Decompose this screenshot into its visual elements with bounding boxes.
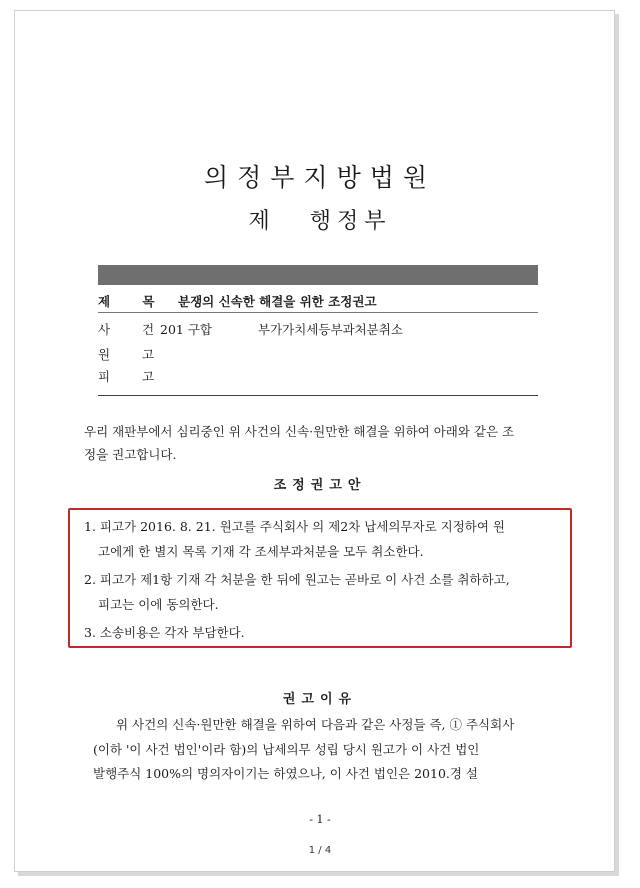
proposal-title: 조정권고안	[273, 478, 367, 493]
division-name	[0, 204, 640, 235]
reasons-line-1: 위 사건의 신속·원만한 해결을 위하여 다음과 같은 사정들 즉, ① 주식회사	[116, 717, 515, 732]
reasons-line-3: 발행주식 100%의 명의자이기는 하였으나, 이 사건 법인은 2010.경 설	[93, 766, 479, 781]
proposal-item-1-line-1: 1. 피고가 2016. 8. 21. 원고를 주식회사 의 제2차 납세의무자로 지정하여 원	[84, 519, 505, 534]
reasons-title: 권고이유	[282, 692, 358, 707]
proposal-item-2-line-2: 피고는 이에 동의한다.	[98, 597, 219, 612]
table-bottom-rule	[98, 395, 538, 396]
subject-value: 분쟁의 신속한 해결을 위한 조정권고	[178, 294, 377, 309]
page-number: - 1 -	[309, 813, 331, 826]
plaintiff-label: 원 고	[98, 347, 169, 362]
subject-label: 제 목	[98, 294, 169, 309]
proposal-item-2-line-1: 2. 피고가 제1항 기재 각 처분을 한 뒤에 원고는 곧바로 이 사건 소를 취하하고,	[84, 572, 510, 587]
header-band	[98, 265, 538, 285]
division-suffix: 행정부	[309, 209, 392, 234]
intro-line-2: 정을 권고합니다.	[84, 447, 177, 462]
court-name: 의정부지방법원	[203, 163, 437, 192]
defendant-label: 피 고	[98, 369, 169, 384]
case-name: 부가가치세등부과처분취소	[258, 322, 403, 337]
subject-row	[98, 290, 538, 313]
page-indicator: 1 / 4	[308, 845, 332, 856]
case-label: 사 건	[98, 322, 169, 337]
division-prefix: 제	[248, 209, 276, 234]
case-number: 201 구합	[160, 322, 212, 337]
proposal-item-1-line-2: 고에게 한 별지 목록 기재 각 조세부과처분을 모두 취소한다.	[98, 544, 424, 559]
intro-line-1: 우리 재판부에서 심리중인 위 사건의 신속·원만한 해결을 위하여 아래와 같은 조	[84, 424, 515, 439]
reasons-line-2: (이하 '이 사건 법인'이라 함)의 납세의무 성립 당시 원고가 이 사건 법인	[93, 742, 480, 757]
proposal-item-3-line-1: 3. 소송비용은 각자 부담한다.	[84, 625, 245, 640]
